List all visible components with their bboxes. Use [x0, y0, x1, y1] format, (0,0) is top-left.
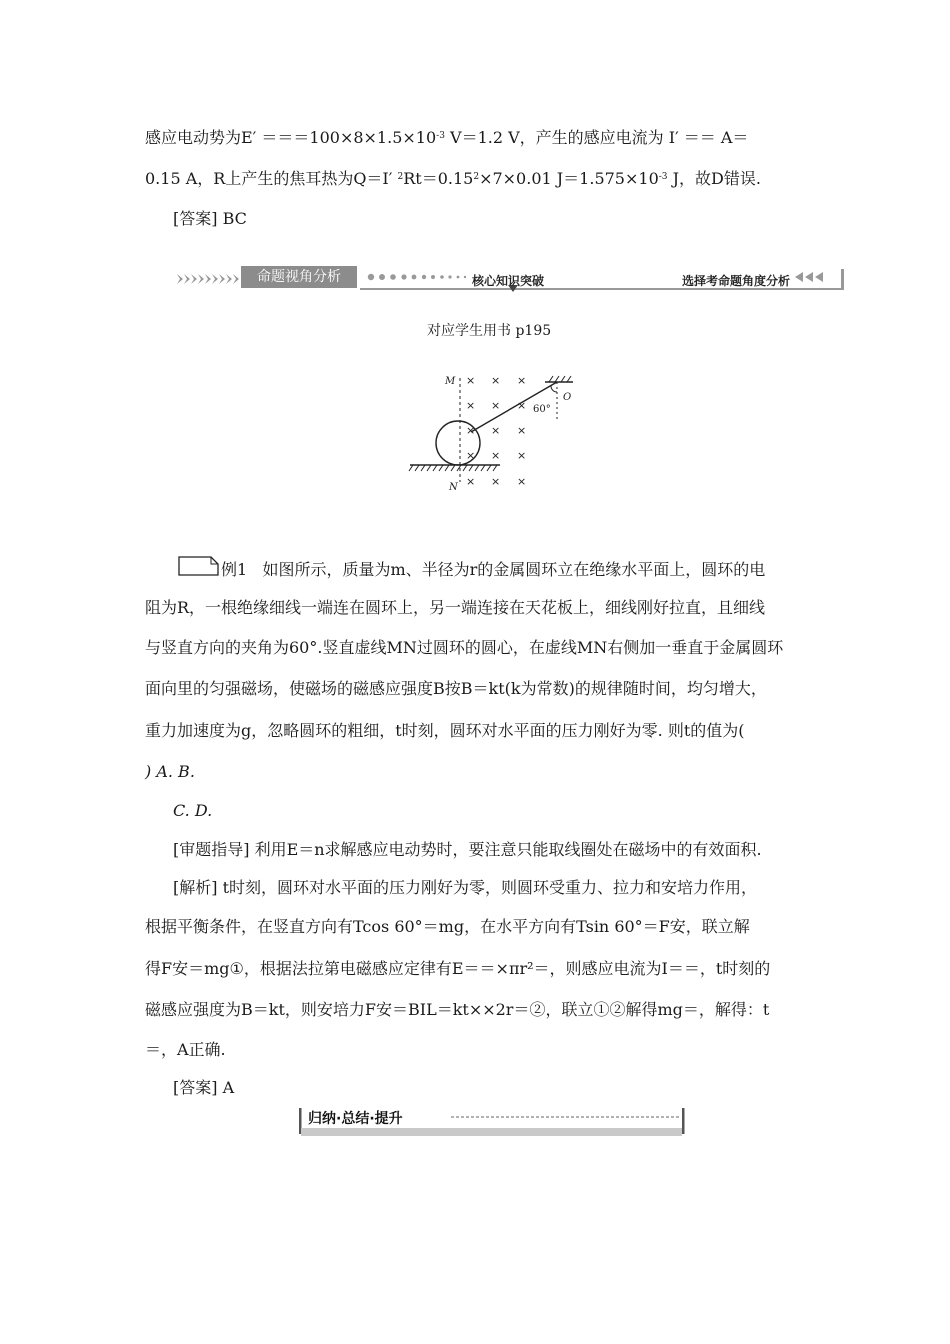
analysis-line-1: [解析] t时刻，圆环对水平面的压力刚好为零，则圆环受重力、拉力和安培力作用，	[173, 878, 758, 897]
svg-text:×: ×	[517, 424, 527, 437]
text-line-1: 感应电动势为$E' ===100\times 8\times 1.5\times 10^{-3}$ V＝1.2 V，产生的感应电流为 I′ ＝＝ A＝	[145, 128, 749, 147]
page-reference: 对应学生用书 p195	[427, 323, 552, 339]
label-n: N	[449, 482, 458, 493]
paragraph-line-1: 例1 如图所示，质量为m、半径为r的金属圆环立在绝缘水平面上，圆环的电	[221, 560, 766, 579]
svg-text:×: ×	[491, 424, 501, 437]
banner-right-label: 选择考命题角度分析	[682, 274, 791, 288]
svg-text:×: ×	[466, 475, 476, 488]
label-m: M	[445, 376, 456, 387]
option-line-1: ) A. B.	[145, 762, 195, 781]
paragraph-line-3: 与竖直方向的夹角为60°.竖直虚线MN过圆环的圆心，在虚线MN右侧加一垂直于金属圆环	[145, 638, 784, 657]
svg-text:×: ×	[491, 399, 501, 412]
answer-line-2: [答案] A	[173, 1078, 235, 1097]
svg-text:×: ×	[466, 374, 476, 387]
svg-text:×: ×	[491, 475, 501, 488]
svg-text:×: ×	[491, 449, 501, 462]
svg-text:×: ×	[517, 449, 527, 462]
paragraph-line-5: 重力加速度为g，忽略圆环的粗细，t时刻，圆环对水平面的压力刚好为零. 则t的值为(	[145, 721, 745, 740]
text-line-2: 0.15 A，R上产生的焦耳热为Q＝I′ $^2Rt=0.15^2\times 7\times 0.01$ $J=1.575\times 10^{-3}$ J，故D错误.	[145, 169, 761, 188]
arrow-left-icon	[795, 272, 823, 282]
analysis-line-5: ＝，A正确.	[145, 1040, 226, 1059]
label-o: O	[563, 392, 572, 403]
angle-label: 60°	[533, 404, 551, 415]
example-badge-icon	[178, 556, 220, 576]
banner-tag: 命题视角分析	[241, 266, 357, 288]
banner-mid-label: 核心知识突破	[472, 274, 545, 288]
answer-line: [答案] BC	[173, 209, 247, 228]
summary-label: 归纳·总结·提升	[308, 1111, 403, 1127]
dots-decoration-icon	[368, 274, 466, 280]
analysis-line-3: 得F安＝mg①，根据法拉第电磁感应定律有E＝＝×πr²＝，则感应电流为I＝＝，t时刻的	[145, 959, 771, 978]
svg-text:×: ×	[491, 374, 501, 387]
analysis-line-2: 根据平衡条件，在竖直方向有Tcos 60°＝mg，在水平方向有Tsin 60°＝F安，联立解	[145, 917, 750, 936]
svg-text:×: ×	[466, 449, 476, 462]
arrow-chevrons-icon	[177, 274, 239, 284]
option-line-2: C. D.	[173, 801, 213, 820]
paragraph-line-4: 面向里的匀强磁场，使磁场的磁感应强度B按B＝kt(k为常数)的规律随时间，均匀增大，	[145, 679, 767, 698]
physics-figure	[405, 370, 575, 495]
svg-text:×: ×	[466, 399, 476, 412]
svg-text:×: ×	[517, 374, 527, 387]
svg-text:×: ×	[517, 475, 527, 488]
svg-text:×: ×	[517, 399, 527, 412]
guide-line: [审题指导] 利用E＝n求解感应电动势时，要注意只能取线圈处在磁场中的有效面积.	[173, 840, 762, 859]
analysis-line-4: 磁感应强度为B＝kt，则安培力F安＝BIL＝kt××2r＝②，联立①②解得mg＝，解得：t	[145, 1000, 770, 1019]
svg-text:×: ×	[466, 424, 476, 437]
paragraph-line-2: 阻为R，一根绝缘细线一端连在圆环上，另一端连接在天花板上，细线刚好拉直，且细线	[145, 598, 766, 617]
